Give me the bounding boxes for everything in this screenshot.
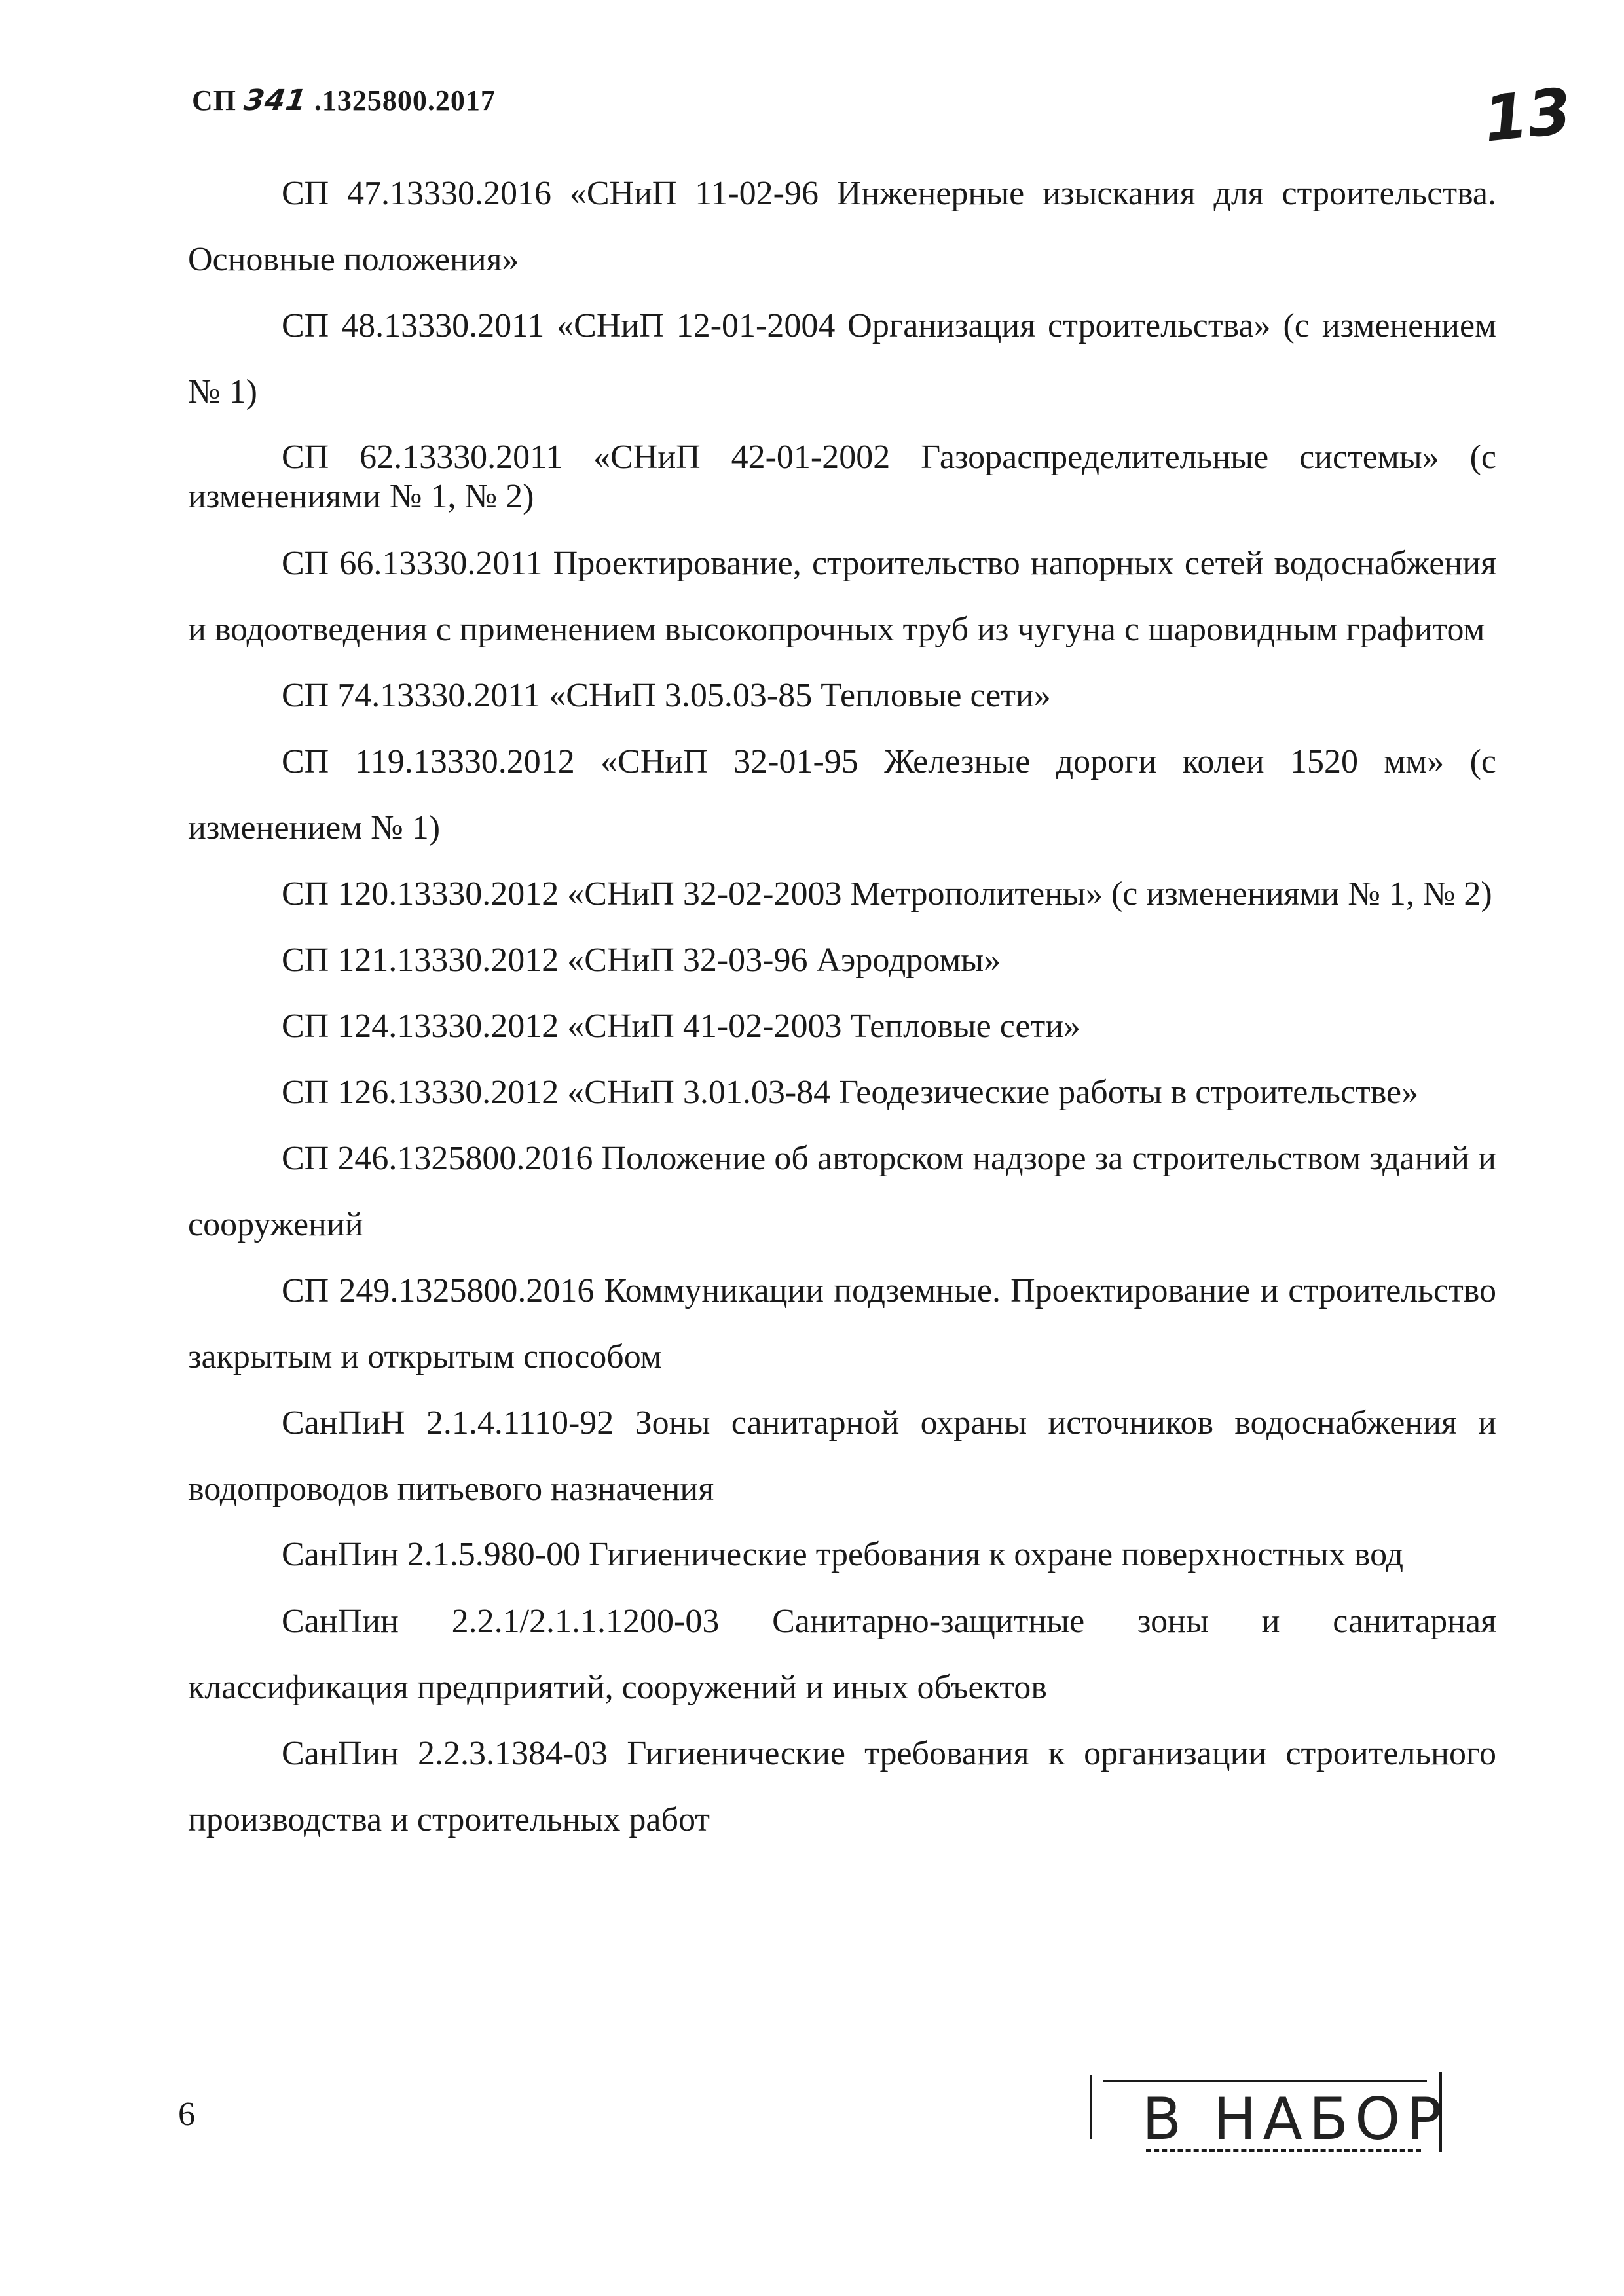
reference-entry: СанПин 2.2.3.1384-03 Гигиенические требования к организации строительного производства и строительных работ: [188, 1735, 1496, 1838]
code-prefix: СП: [192, 84, 244, 117]
stamp-text: В НАБОР: [1142, 2085, 1449, 2153]
reference-entry: СП 66.13330.2011 Проектирование, строительство напорных сетей водоснабжения и водоотведения с применением высокопрочных труб из чугуна с шаровидным графитом: [188, 545, 1496, 648]
reference-entry: СП 249.1325800.2016 Коммуникации подземные. Проектирование и строительство закрытым и открытым способом: [188, 1272, 1496, 1376]
reference-entry: СП 246.1325800.2016 Положение об авторском надзоре за строительством зданий и сооружений: [188, 1140, 1496, 1243]
reference-entry: СанПин 2.1.5.980-00 Гигиенические требования к охране поверхностных вод: [282, 1536, 1404, 1573]
reference-entry: СП 119.13330.2012 «СНиП 32-01-95 Железные дороги колеи 1520 мм» (с изменением № 1): [188, 743, 1496, 847]
reference-entry: СанПин 2.2.1/2.1.1.1200-03 Санитарно-защитные зоны и санитарная классификация предприятий, сооружений и иных объектов: [188, 1603, 1496, 1706]
reference-entry: СП 74.13330.2011 «СНиП 3.05.03-85 Тепловые сети»: [282, 677, 1051, 714]
page-number: 6: [178, 2096, 195, 2133]
code-suffix: .1325800.2017: [306, 84, 496, 117]
reference-entry: СП 62.13330.2011 «СНиП 42-01-2002 Газораспределительные системы» (с изменениями № 1, № 2): [188, 439, 1496, 515]
reference-entry: СП 126.13330.2012 «СНиП 3.01.03-84 Геодезические работы в строительстве»: [282, 1074, 1419, 1111]
stamp-left-border: [1090, 2075, 1092, 2139]
reference-entry: СП 47.13330.2016 «СНиП 11-02-96 Инженерные изыскания для строительства. Основные положения»: [188, 175, 1496, 278]
reference-entry: СП 121.13330.2012 «СНиП 32-03-96 Аэродромы»: [282, 941, 1001, 979]
reference-entry: СП 48.13330.2011 «СНиП 12-01-2004 Организация строительства» (с изменением № 1): [188, 307, 1496, 410]
handwritten-code-number: 341: [242, 84, 309, 117]
normative-references-list: [188, 160, 1496, 1853]
document-code-header: [192, 84, 496, 117]
stamp: [1087, 2072, 1449, 2157]
handwritten-corner-mark: 13: [1480, 74, 1576, 156]
reference-entry: СанПиН 2.1.4.1110-92 Зоны санитарной охраны источников водоснабжения и водопроводов питьевого назначения: [188, 1404, 1496, 1508]
stamp-top-border: [1103, 2080, 1427, 2082]
reference-entry: СП 124.13330.2012 «СНиП 41-02-2003 Тепловые сети»: [282, 1008, 1081, 1045]
reference-entry: СП 120.13330.2012 «СНиП 32-02-2003 Метрополитены» (с изменениями № 1, № 2): [282, 875, 1492, 913]
